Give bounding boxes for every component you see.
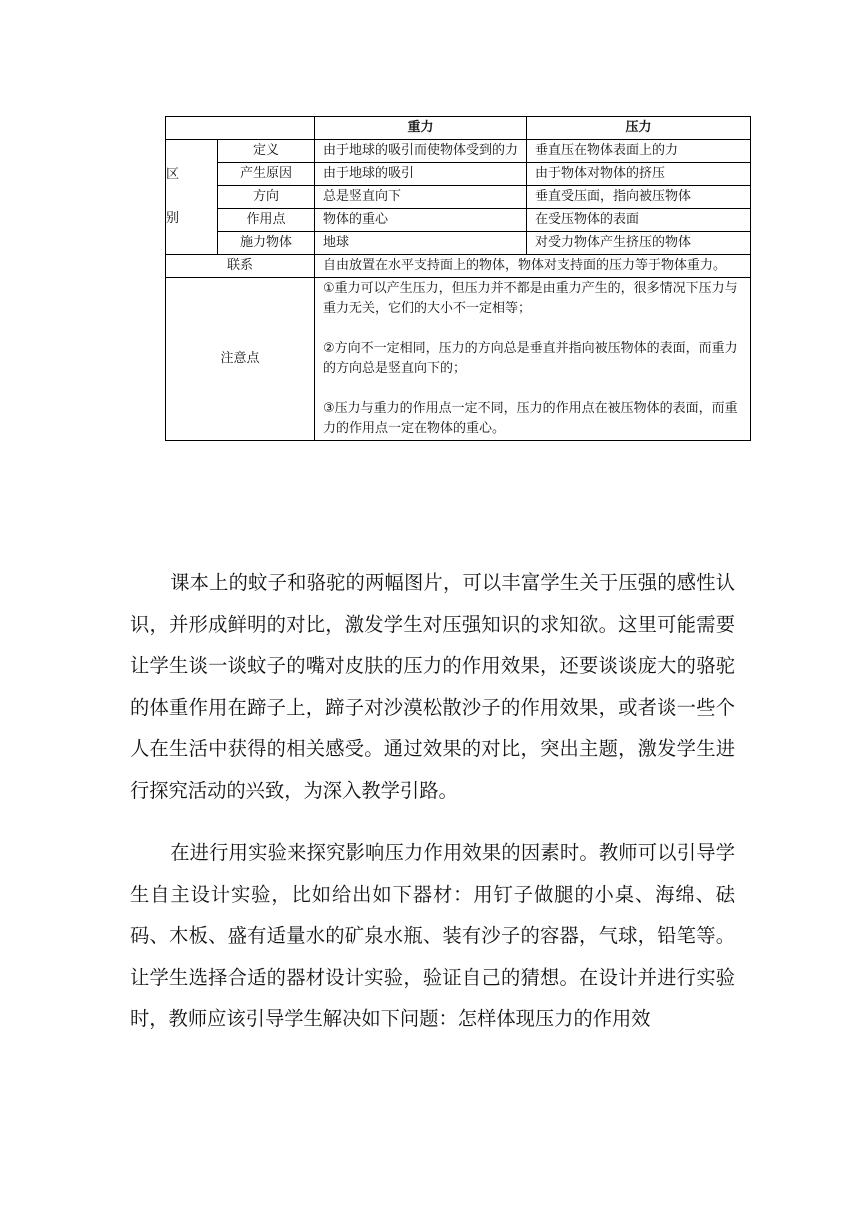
paragraph-2-text: 在进行用实验来探究影响压力作用效果的因素时。教师可以引导学生自主设计实验，比如给出如下器材：用钉子做腿的小桌、海绵、砝码、木板、盛有适量水的矿泉水瓶、装有沙子的容器，气球，铅笔等。让学生选择合适的器材设计实验，验证自己的猜想。在设计并进行实验时，教师应该引导学生解决如下问题：怎样体现压力的作用效 [130,841,735,1030]
lianxi-text: 自由放置在水平支持面上的物体，物体对支持面的压力等于物体重力。 [315,255,751,278]
header-gravity: 重力 [315,117,527,140]
comparison-table [165,116,751,441]
table-row [166,186,751,209]
attr-label: 产生原因 [218,163,315,186]
pressure-cell: 垂直压在物体表面上的力 [527,140,751,163]
qubie-char-2: 别 [166,211,180,226]
pressure-cell: 对受力物体产生挤压的物体 [527,232,751,255]
attr-label: 作用点 [218,209,315,232]
header-pressure: 压力 [527,117,751,140]
paragraph-1-text: 课本上的蚊子和骆驼的两幅图片，可以丰富学生关于压强的感性认识，并形成鲜明的对比，激发学生对压强知识的求知欲。这里可能需要让学生谈一谈蚊子的嘴对皮肤的压力的作用效果，还要谈谈庞大的骆驼的体重作用在蹄子上，蹄子对沙漠松散沙子的作用效果，或者谈一些个人在生活中获得的相关感受。通过效果的对比，突出主题，激发学生进行探究活动的兴致，为深入教学引路。 [130,571,735,802]
notes-label: 注意点 [166,278,315,441]
qubie-char-1: 区 [166,167,180,182]
note-item: ②方向不一定相同，压力的方向总是垂直并指向被压物体的表面，而重力的方向总是竖直向下的； [323,341,738,376]
attr-label: 施力物体 [218,232,315,255]
pressure-cell: 在受压物体的表面 [527,209,751,232]
note-item: ③压力与重力的作用点一定不同，压力的作用点在被压物体的表面，而重力的作用点一定在物体的重心。 [323,401,738,436]
table-row [166,232,751,255]
gravity-cell: 总是竖直向下 [315,186,527,209]
table-header-row [166,117,751,140]
attr-label: 定义 [218,140,315,163]
gravity-cell: 由于地球的吸引 [315,163,527,186]
gravity-cell: 由于地球的吸引而使物体受到的力 [315,140,527,163]
lianxi-label: 联系 [166,255,315,278]
pressure-cell: 由于物体对物体的挤压 [527,163,751,186]
note-item: ①重力可以产生压力，但压力并不都是由重力产生的，很多情况下压力与重力无关，它们的大小不一定相等； [323,281,738,316]
lianxi-row [166,255,751,278]
attr-label: 方向 [218,186,315,209]
paragraph-2 [130,832,735,1040]
table-row [166,209,751,232]
table-row [166,140,751,163]
gravity-cell: 物体的重心 [315,209,527,232]
paragraph-1 [130,562,735,811]
qubie-label [166,140,218,255]
pressure-cell: 垂直受压面，指向被压物体 [527,186,751,209]
gravity-cell: 地球 [315,232,527,255]
table-row [166,163,751,186]
notes-row [166,278,751,441]
header-corner [166,117,315,140]
notes-cell [315,278,751,441]
